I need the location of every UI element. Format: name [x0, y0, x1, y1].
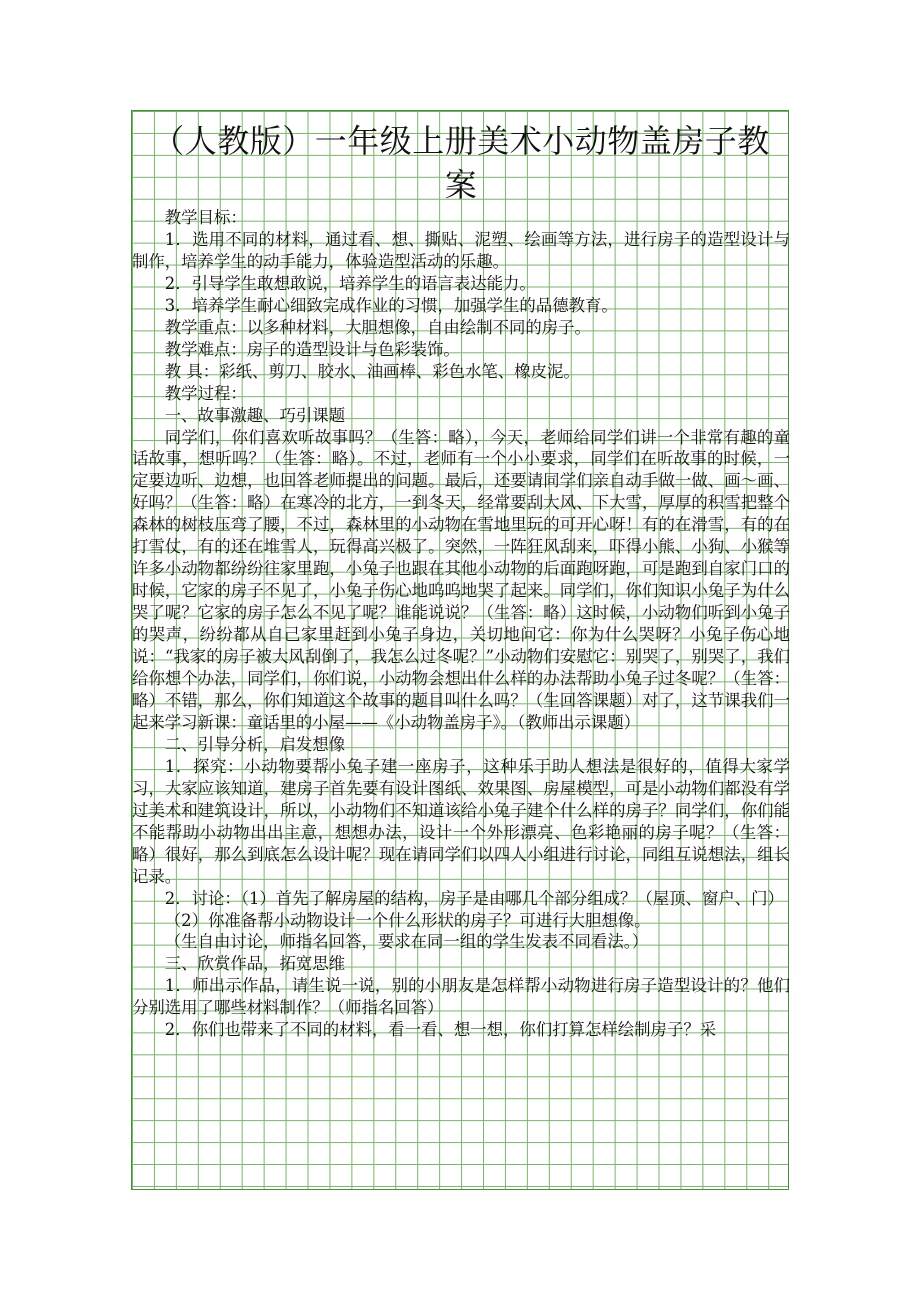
paragraph: 1．探究：小动物要帮小兔子建一座房子，这种乐于助人想法是很好的，值得大家学习，大家应该知道，建房子首先要有设计图纸、效果图、房屋模型，可是小动物们都没有学过美术和建筑设计，所以，小动物们不知道该给小兔子建个什么样的房子？同学们，你们能不能帮助小动物出出主意，想想办法，设计一个外形漂亮、色彩艳丽的房子呢？（生答：略）很好，那么到底怎么设计呢？现在请同学们以四人小组进行讨论，同组互说想法，组长记录。 — [132, 756, 790, 886]
paragraph: 教学过程： — [164, 383, 247, 403]
paragraph: 3．培养学生耐心细致完成作业的习惯，加强学生的品德教育。 — [164, 295, 618, 315]
paragraph: （2）你准备帮小动物设计一个什么形状的房子？可进行大胆想像。 — [164, 910, 651, 930]
grid-paper — [131, 110, 789, 1190]
document-title: （人教版）一年级上册美术小动物盖房子教案 — [152, 122, 770, 204]
section-heading: 三、欣赏作品，拓宽思维 — [164, 954, 346, 974]
paragraph: 教学目标： — [164, 208, 247, 227]
paragraph: 1．选用不同的材料，通过看、想、撕贴、泥塑、绘画等方法，进行房子的造型设计与制作，培养学生的动手能力，体验造型活动的乐趣。 — [132, 229, 790, 271]
document-body — [132, 207, 790, 1041]
paragraph: 1．师出示作品，请生说一说，别的小朋友是怎样帮小动物进行房子造型设计的？他们分别选用了哪些材料制作？（师指名回答） — [132, 976, 790, 1018]
paragraph: 2．引导学生敢想敢说，培养学生的语言表达能力。 — [164, 273, 536, 293]
paragraph: 教学重点：以多种材料，大胆想像，自由绘制不同的房子。 — [164, 317, 591, 337]
document-content — [132, 111, 790, 1041]
paragraph: （生自由讨论，师指名回答，要求在同一组的学生发表不同看法。） — [164, 932, 649, 952]
section-heading: 二、引导分析，启发想像 — [164, 734, 346, 754]
paragraph: 教 具：彩纸、剪刀、胶水、油画棒、彩色水笔、橡皮泥。 — [164, 361, 580, 381]
section-heading: 一、故事激趣、巧引课题 — [164, 405, 346, 425]
paragraph: 同学们，你们喜欢听故事吗？（生答：略），今天，老师给同学们讲一个非常有趣的童话故事，想听吗？（生答：略）。不过，老师有一个小小要求，同学们在听故事的时候，一定要边听、边想，也回答老师提出的问题。最后，还要请同学们亲自动手做一做、画～画、好吗？（生答：略）在寒冷的北方，一到冬天，经常要刮大风、下大雪，厚厚的积雪把整个森林的树枝压弯了腰，不过，森林里的小动物在雪地里玩的可开心呀！有的在滑雪，有的在打雪仗，有的还在堆雪人，玩得高兴极了。突然，一阵狂风刮来，吓得小熊、小狗、小猴等许多小动物都纷纷往家里跑，小兔子也跟在其他小动物的后面跑呀跑，可是跑到自家门口的时候，它家的房子不见了，小兔子伤心地呜呜地哭了起来。同学们，你们知识小兔子为什么哭了呢？它家的房子怎么不见了呢？谁能说说？（生答：略）这时候，小动物们听到小兔子的哭声，纷纷都从自己家里赶到小兔子身边，关切地问它：你为什么哭呀？小兔子伤心地说：“我家的房子被大风刮倒了，我怎么过冬呢？”小动物们安慰它：别哭了，别哭了，我们给你想个办法，同学们，你们说，小动物会想出什么样的办法帮助小兔子过冬呢？（生答：略）不错，那么，你们知道这个故事的题目叫什么吗？（生回答课题）对了，这节课我们一起来学习新课：童话里的小屋——《小动物盖房子》。（教师出示课题） — [132, 427, 790, 732]
paragraph: 教学难点：房子的造型设计与色彩装饰。 — [164, 339, 460, 359]
paragraph: 2．你们也带来了不同的材料，看一看、想一想，你们打算怎样绘制房子？采 — [164, 1020, 717, 1040]
paragraph: 2．讨论：（1）首先了解房屋的结构，房子是由哪几个部分组成？（屋顶、窗户、门） — [164, 888, 784, 908]
